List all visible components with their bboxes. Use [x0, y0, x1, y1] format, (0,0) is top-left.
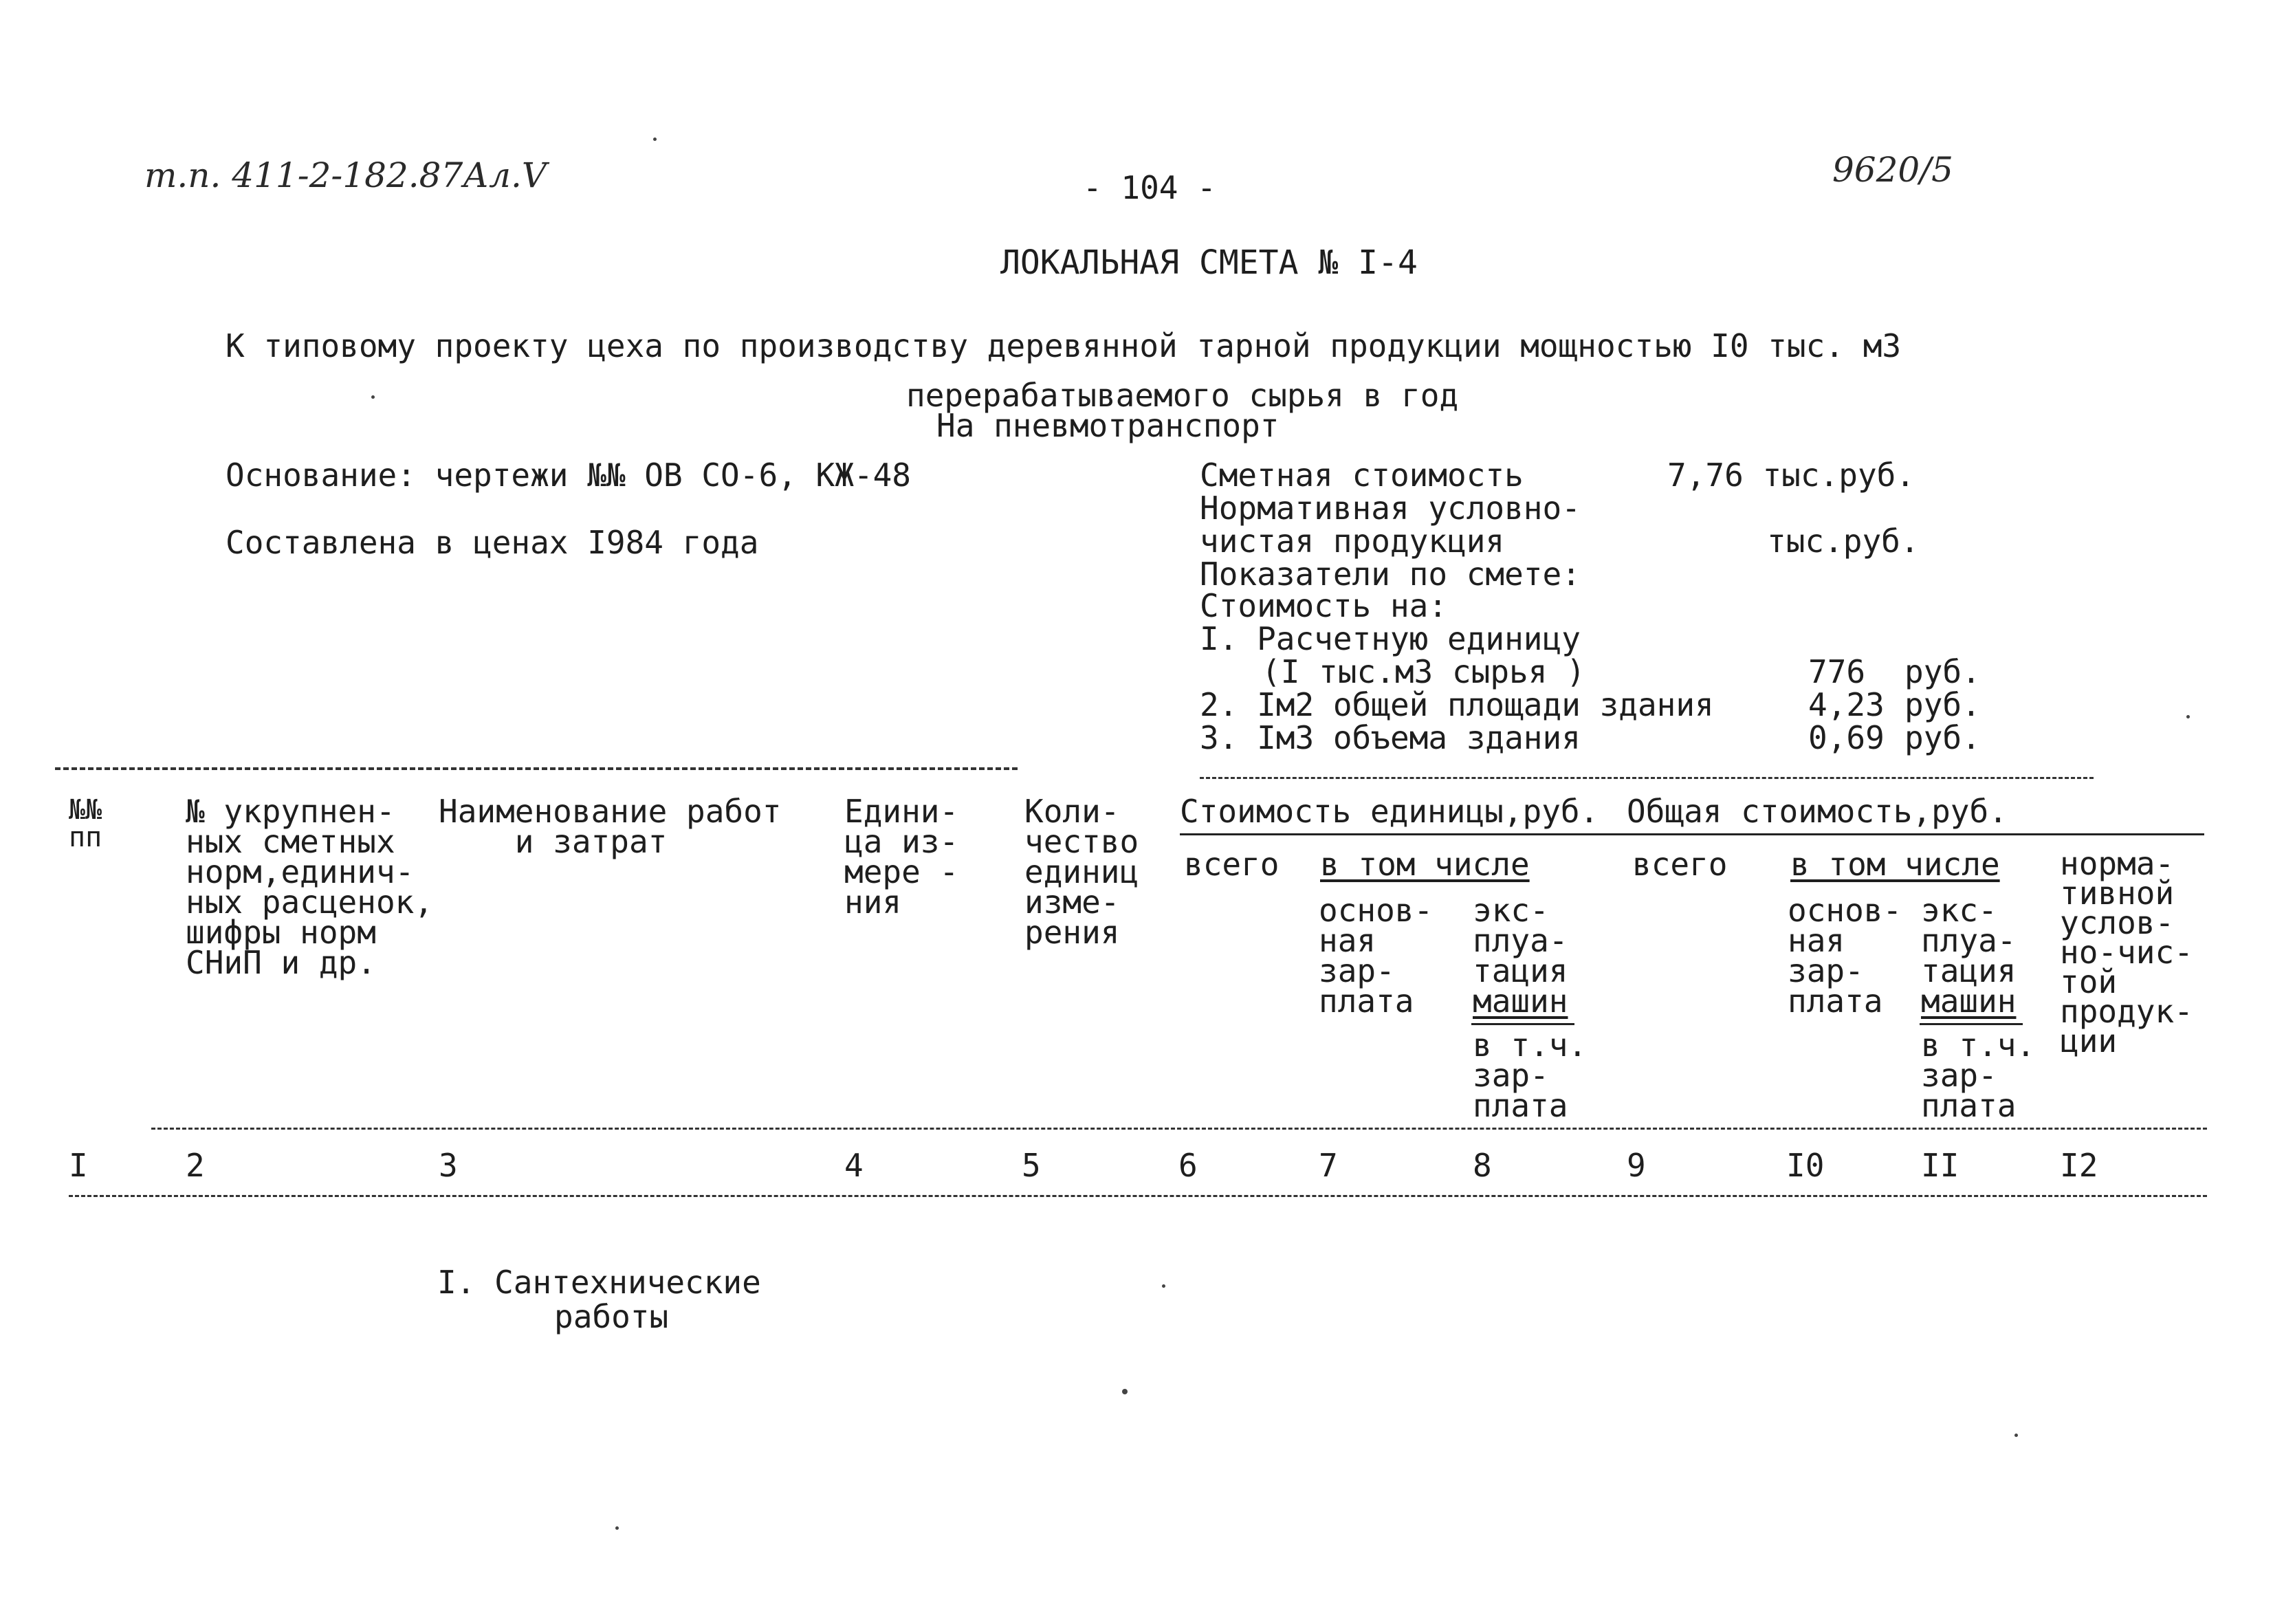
col-header-unit-total: всего	[1184, 846, 1280, 883]
indicator-1-label: I. Расчетную единицу	[1200, 620, 1581, 657]
col-header-row-number: №№ пп	[69, 794, 102, 853]
estimated-cost-label: Сметная стоимость	[1200, 457, 1524, 494]
col-number-9: 9	[1627, 1147, 1646, 1184]
indicator-3-unit: руб.	[1904, 719, 1981, 756]
basis-label: Основание: чертежи №№ ОВ СО-6, КЖ-48	[226, 457, 911, 494]
col-number-4: 4	[844, 1147, 864, 1184]
group-header-rule	[1180, 833, 2204, 835]
col-header-total-total: всего	[1632, 846, 1728, 883]
scan-speck	[1122, 1389, 1128, 1394]
col-header-quantity: Коли- чество единиц изме- рения	[1024, 793, 1139, 951]
col-number-6: 6	[1178, 1147, 1198, 1184]
indicator-1-value: 776	[1808, 653, 1866, 690]
col-number-7: 7	[1319, 1147, 1338, 1184]
col-header-unit-including: в том числе	[1320, 846, 1530, 883]
document-number-handwritten: 9620/5	[1832, 150, 1953, 190]
col-header-unit-machines: машин	[1473, 983, 1568, 1020]
subtitle-line-1: К типовому проекту цеха по производству деревянной тарной продукции мощностью I0 тыс. м3	[226, 327, 1902, 364]
normative-label-2: чистая продукция	[1200, 523, 1505, 560]
col-header-unit-basic-salary: основ- ная зар- плата	[1319, 892, 1434, 1020]
col-number-3: 3	[439, 1147, 458, 1184]
table-top-rule-right	[1200, 777, 2094, 779]
col-number-5: 5	[1022, 1147, 1041, 1184]
indicator-2-label: 2. Iм2 общей площади здания	[1200, 686, 1714, 723]
col-header-unit: Едини- ца из- мере - ния	[844, 793, 959, 921]
total-machine-divider	[1920, 1023, 2023, 1025]
col-header-unit-machine-op: экс- плуа- тация	[1473, 892, 1568, 989]
normative-unit: тыс.руб.	[1767, 523, 1920, 560]
unit-machine-divider	[1471, 1023, 1574, 1025]
scan-speck	[653, 138, 657, 141]
cost-for-label: Стоимость на:	[1200, 587, 1448, 624]
col-header-unit-machine-salary: в т.ч. зар- плата	[1473, 1027, 1588, 1124]
col-header-work-name: Наименование работ и затрат	[439, 793, 782, 860]
col-header-total-machine-op: экс- плуа- тация	[1921, 892, 2017, 989]
col-number-11: II	[1921, 1147, 1959, 1184]
col-number-8: 8	[1473, 1147, 1492, 1184]
indicator-2-value: 4,23	[1808, 686, 1885, 723]
scan-speck	[1162, 1284, 1165, 1288]
normative-label-1: Нормативная условно-	[1200, 490, 1581, 527]
col-group-total-cost: Общая стоимость,руб.	[1627, 793, 2008, 830]
document-title: ЛОКАЛЬНАЯ СМЕТА № I-4	[1000, 243, 1418, 282]
indicator-1-unit: руб.	[1904, 653, 1981, 690]
col-number-1: I	[69, 1147, 88, 1184]
indicator-1-sublabel: (I тыс.м3 сырья )	[1262, 653, 1585, 690]
column-numbers-bottom-rule	[69, 1195, 2207, 1197]
col-number-10: I0	[1786, 1147, 1825, 1184]
scan-speck	[371, 395, 375, 399]
col-header-total-including: в том числе	[1790, 846, 2000, 883]
project-code-handwritten: т.п. 411-2-182.87Ал.V	[144, 155, 547, 195]
scan-speck	[615, 1526, 619, 1530]
col-header-norm-codes: № укрупнен- ных сметных норм,единич- ных расценок, шифры норм СНиП и др.	[186, 793, 434, 981]
estimated-cost-value: 7,76 тыс.руб.	[1667, 457, 1915, 494]
col-number-12: I2	[2060, 1147, 2098, 1184]
scan-speck	[2186, 715, 2190, 718]
indicators-label: Показатели по смете:	[1200, 556, 1581, 593]
col-header-normative-product: норма- тивной услов- но-чис- той продук- ции	[2060, 845, 2193, 1060]
indicator-3-label: 3. Iм3 объема здания	[1200, 719, 1581, 756]
price-base-label: Составлена в ценах I984 года	[226, 524, 759, 561]
col-header-total-basic-salary: основ- ная зар- плата	[1788, 892, 1902, 1020]
col-header-total-machine-salary: в т.ч. зар- плата	[1921, 1027, 2036, 1124]
section-heading-line-1: I. Сантехнические	[437, 1264, 761, 1301]
col-header-total-machines: машин	[1921, 983, 2017, 1020]
col-group-unit-cost: Стоимость единицы,руб.	[1180, 793, 1599, 830]
page-number: - 104 -	[1083, 169, 1216, 206]
indicator-3-value: 0,69	[1808, 719, 1885, 756]
scan-speck	[2014, 1434, 2018, 1437]
col-number-2: 2	[186, 1147, 205, 1184]
header-bottom-rule	[151, 1128, 2207, 1130]
subtitle-line-3: На пневмотранспорт	[936, 407, 1280, 444]
subtitle-line-2: перерабатываемого сырья в год	[906, 377, 1459, 414]
indicator-2-unit: руб.	[1904, 686, 1981, 723]
table-top-rule-left	[55, 767, 1018, 770]
section-heading-line-2: работы	[554, 1298, 669, 1335]
